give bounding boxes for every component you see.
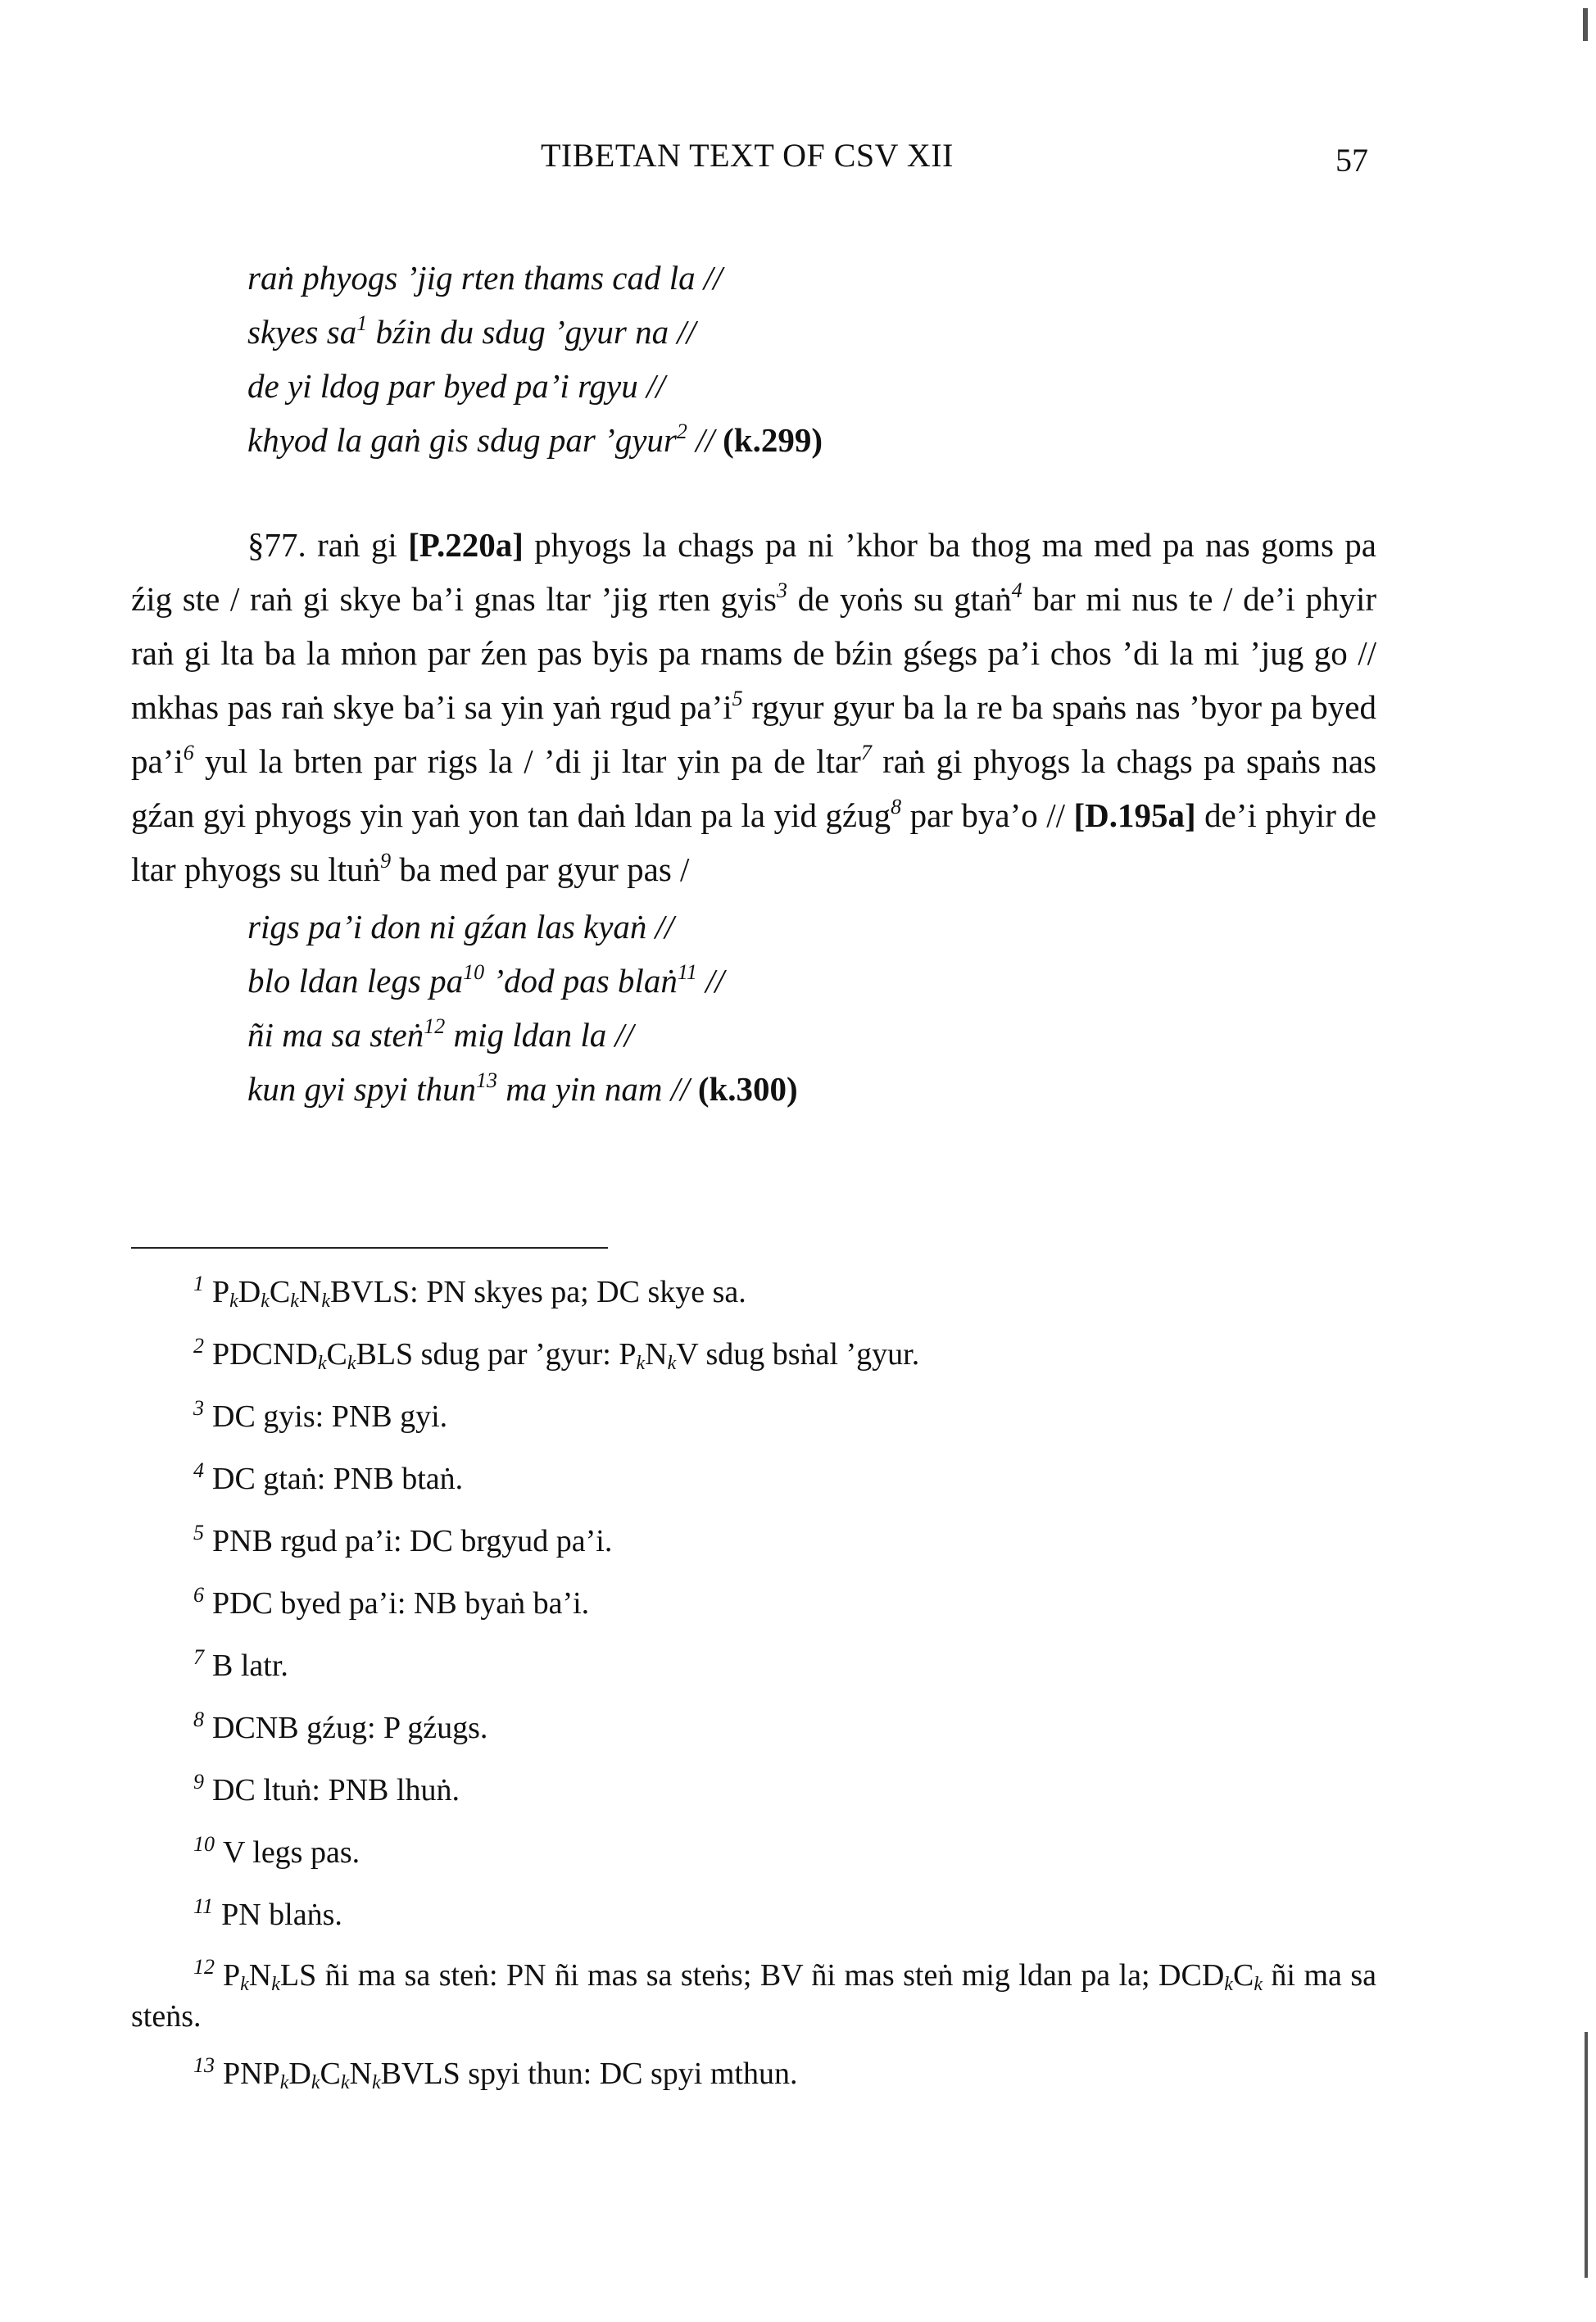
footnote-text: C xyxy=(1232,1958,1254,1993)
manuscript-subscript: k xyxy=(240,1974,249,1995)
footnote-marker: 10 xyxy=(463,960,485,984)
footnote-text: N xyxy=(298,1275,322,1309)
footnote-text: DC gyis: PNB gyi. xyxy=(212,1399,448,1434)
commentary-paragraph: §77. raṅ gi [P.220a] phyogs la chags pa ni ’khor ba thog ma med pa nas goms pa źig ste / raṅ gi skye ba’i gnas ltar ’jig rten gyis$^3$ de yoṅs su gtaṅ$^4$ bar mi nus te / de’i phyir raṅ gi lta ba la mṅon par źen pas byis pa rnams de bźin gśegs pa’i chos ’di la mi ’jug go // mkhas pas raṅ skye ba’i sa yin yaṅ rgud $pa’i^5$ rgyur gyur ba la re ba spaṅs nas ’byor pa byed $pa’i^6$ yul la brten par rigs la / ’di ji ltar yin pa de ltar$^7$ raṅ gi phyogs la chags pa spaṅs nas gźan gyi phyogs yin yaṅ yon tan daṅ ldan pa la yid gźug$^8$ par bya’o // [D.195a] de’i phyir de ltar phyogs su ltuṅ$^9$ ba med par gyur pas / xyxy=(131,526,1377,888)
footnote-text: V legs pas. xyxy=(223,1835,360,1870)
footnote xyxy=(131,1396,1376,1440)
footnote-text: BVLS: PN skyes pa; DC skye sa. xyxy=(330,1275,746,1309)
footnote xyxy=(131,1770,1376,1814)
footnote-text: DC gtaṅ: PNB btaṅ. xyxy=(212,1462,464,1496)
footnote-text: ñi ma sa steṅs. xyxy=(131,1958,1376,2034)
verse-line: ñi ma sa steṅ$^{12}$ mig ldan la // xyxy=(247,1014,634,1054)
manuscript-subscript: k xyxy=(1254,1974,1263,1995)
scan-edge-mark xyxy=(1585,2032,1588,2278)
footnote-text: N xyxy=(248,1958,272,1993)
footnote-number: 7 xyxy=(193,1645,204,1669)
folio-reference: [D.195a] xyxy=(1073,796,1196,834)
manuscript-subscript: k xyxy=(279,2072,289,2093)
footnote-divider xyxy=(131,1247,608,1249)
footnote-marker: 3 xyxy=(776,578,787,602)
manuscript-subscript: k xyxy=(340,2072,350,2093)
footnote-text: P xyxy=(212,1275,230,1309)
footnote xyxy=(131,1832,1376,1876)
footnote xyxy=(131,1583,1376,1627)
footnote-number: 10 xyxy=(193,1832,215,1856)
footnote-text: B latr. xyxy=(212,1649,288,1683)
footnote-number: 1 xyxy=(193,1272,204,1295)
manuscript-subscript: k xyxy=(347,1353,356,1374)
footnote-number: 5 xyxy=(193,1521,204,1544)
footnote-marker: 12 xyxy=(424,1014,446,1038)
footnote-text: C xyxy=(269,1275,291,1309)
verse-line: de yi ldog par byed pa’i rgyu // xyxy=(247,367,665,405)
footnote-text: PDC byed pa’i: NB byaṅ ba’i. xyxy=(212,1586,590,1621)
footnote-text: D xyxy=(288,2057,311,2091)
footnote-marker: 6 xyxy=(183,741,194,764)
footnote-number: 3 xyxy=(193,1396,204,1420)
verse-line: khyod la gaṅ gis sdug par ’gyur$^2$ // (k.299) xyxy=(247,420,823,459)
footnote xyxy=(131,1458,1376,1503)
karika-reference: (k.300) xyxy=(697,1070,798,1108)
footnote-text: BLS sdug par ’gyur: P xyxy=(356,1337,637,1372)
footnote-number: 4 xyxy=(193,1458,204,1482)
manuscript-subscript: k xyxy=(317,1353,327,1374)
manuscript-subscript: k xyxy=(271,1974,280,1995)
page-number: 57 xyxy=(1335,142,1368,179)
footnote xyxy=(131,1894,1376,1939)
footnote xyxy=(131,1707,1376,1752)
footnote-text: C xyxy=(326,1337,347,1372)
running-header: TIBETAN TEXT OF CSV XII xyxy=(541,137,954,174)
manuscript-subscript: k xyxy=(229,1290,238,1312)
verse-line: raṅ phyogs ’jig rten thams cad la // xyxy=(247,259,723,297)
footnote-text: D xyxy=(238,1275,261,1309)
footnote-marker: 4 xyxy=(1011,578,1022,602)
footnote-text: PNB rgud pa’i: DC brgyud pa’i. xyxy=(212,1524,613,1558)
footnote-text: C xyxy=(320,2057,341,2091)
footnote xyxy=(131,1334,1376,1378)
footnote-number: 2 xyxy=(193,1334,204,1358)
footnote-number: 8 xyxy=(193,1707,204,1731)
footnote-number: 6 xyxy=(193,1583,204,1607)
footnote xyxy=(131,1272,1376,1316)
manuscript-subscript: k xyxy=(667,1353,677,1374)
verse-line: skyes $sa^1$ bźin du sdug ’gyur na // xyxy=(247,311,696,351)
footnote-text: PDCND xyxy=(212,1337,318,1372)
verse-block-k299 xyxy=(247,251,823,467)
footnote-text: LS ñi ma sa steṅ: PN ñi mas sa steṅs; BV ñi mas steṅ mig ldan pa la; DCD xyxy=(279,1958,1225,1993)
footnote-text: N xyxy=(349,2057,372,2091)
footnote-marker: 5 xyxy=(732,687,743,710)
karika-reference: (k.299) xyxy=(723,421,823,459)
footnote-text: PN blaṅs. xyxy=(221,1898,342,1932)
footnote-marker: 9 xyxy=(380,849,392,873)
footnote xyxy=(131,1521,1376,1565)
footnote-marker: 1 xyxy=(356,311,368,335)
footnote xyxy=(131,1645,1376,1689)
footnote xyxy=(131,1957,1376,2035)
scan-edge-mark xyxy=(1583,8,1588,41)
footnote-text: P xyxy=(223,1958,241,1993)
footnote-text: PNP xyxy=(223,2057,280,2091)
verse-line: blo ldan legs $pa^{10}$ ’dod pas blaṅ$^{11}$ // xyxy=(247,960,724,1000)
manuscript-subscript: k xyxy=(290,1290,299,1312)
footnote-marker: 7 xyxy=(860,741,872,764)
manuscript-subscript: k xyxy=(1224,1974,1233,1995)
verse-block-k300 xyxy=(247,900,798,1116)
footnote-marker: 13 xyxy=(475,1068,497,1092)
folio-reference: [P.220a] xyxy=(408,526,524,564)
footnote-marker: 11 xyxy=(677,960,697,984)
footnote-number: 13 xyxy=(193,2053,215,2077)
verse-line: kun gyi spyi thun$^{13}$ ma yin nam // (k.300) xyxy=(247,1068,798,1108)
footnote-text: V sdug bsṅal ’gyur. xyxy=(676,1337,920,1372)
footnote-text: DCNB gźug: P gźugs. xyxy=(212,1711,488,1745)
footnote-number: 11 xyxy=(193,1894,214,1918)
footnote-text: DC ltuṅ: PNB lhuṅ. xyxy=(212,1773,460,1807)
footnotes-list xyxy=(131,1272,1376,2116)
footnote-text: BVLS spyi thun: DC spyi mthun. xyxy=(380,2057,798,2091)
verse-line: rigs pa’i don ni gźan las kyaṅ // xyxy=(247,908,674,946)
footnote-number: 9 xyxy=(193,1770,204,1794)
footnote-text: N xyxy=(645,1337,668,1372)
manuscript-subscript: k xyxy=(371,2072,381,2093)
footnote-marker: 8 xyxy=(891,795,902,819)
manuscript-subscript: k xyxy=(636,1353,646,1374)
footnote-number: 12 xyxy=(193,1955,215,1979)
footnote xyxy=(131,2053,1376,2098)
manuscript-subscript: k xyxy=(261,1290,270,1312)
manuscript-subscript: k xyxy=(321,1290,331,1312)
footnote-marker: 2 xyxy=(676,420,687,443)
manuscript-subscript: k xyxy=(311,2072,320,2093)
